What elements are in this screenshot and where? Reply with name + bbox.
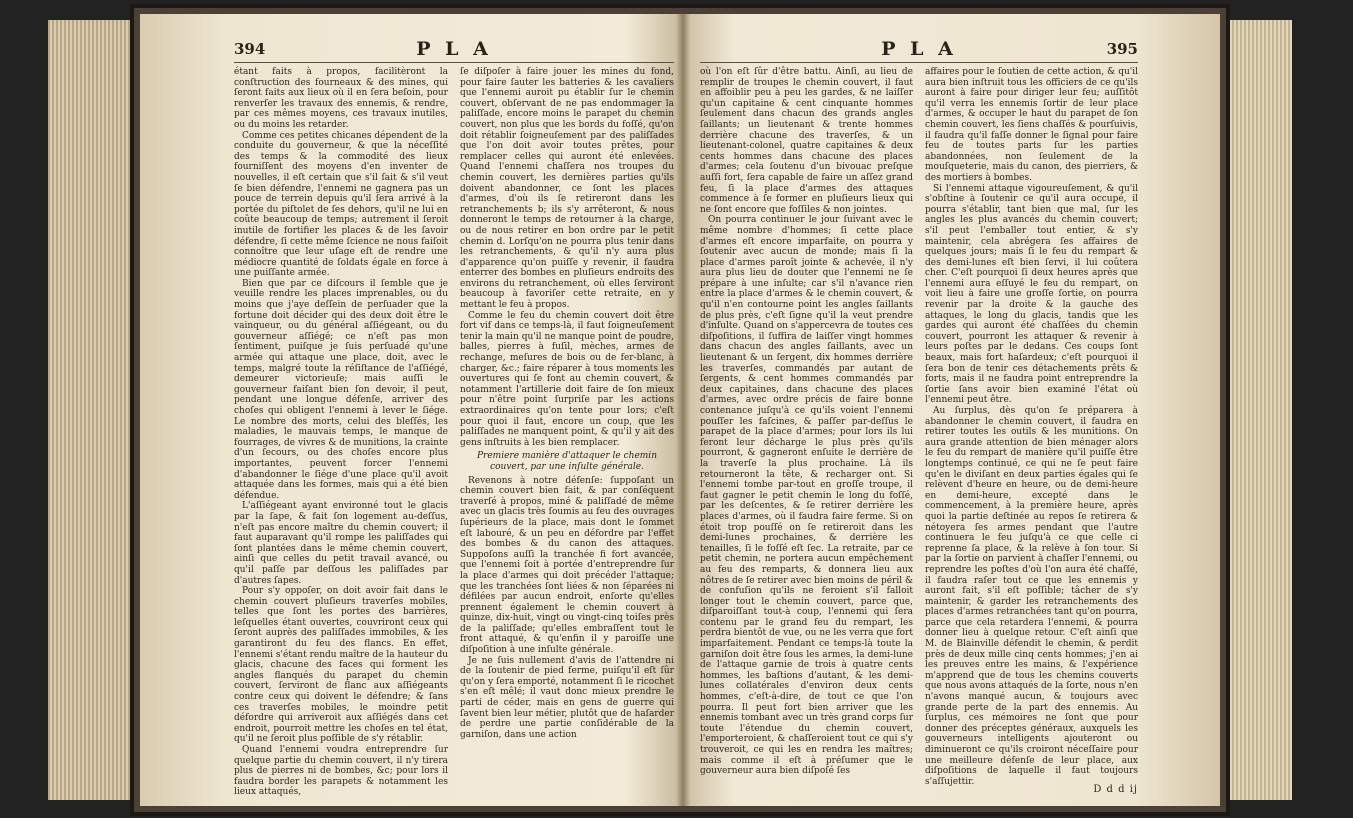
right-page-number: 395 [1106, 40, 1138, 58]
paragraph: affaires pour le ſoutien de cette action, & qu'il aura bien inſtruit tous les officiers de ce qu'ils auront à faire pour diriger leur feu; auſſitôt qu'il verra les ennemis ſortir de leur place d'armes, & occuper le haut du parapet de ſon chemin couvert, les ſiens chaſſés & pourſuivis, il faudra qu'il faſſe donner le ſignal pour faire feu de toutes parts ſur les parties abandonnées, non ſeulement de la mouſqueterie, mais du canon, des pierriers, & des mortiers à bombes. [925, 67, 1138, 183]
left-page-number: 394 [234, 40, 266, 58]
left-column-2 [460, 67, 674, 773]
left-running-head: P L A [416, 38, 492, 60]
left-page-header [234, 40, 674, 63]
paragraph: Revenons à notre défenſe: ſuppoſant un chemin couvert bien fait, & par conſéquent traverſé à propos, miné & paliſſadé de même avec un glacis très ſoumis au feu des ouvrages ſupérieurs de la place, mais dont le ſommet eſt labouré, & un peu en défordre par l'effet des bombes & du canon des attaques. Suppoſons auſſi la tranchée fi fort avancée, que l'ennemi ſoit à portée d'entreprendre ſur la place d'armes qui doit précéder l'attaque; que les tranchées ſont liées & non ſéparées ni défilées par aucun endroit, enſorte qu'elles prennent également le chemin couvert à quinze, dix-huit, vingt ou vingt-cinq toiſes près de la paliſſade; qu'elles embraſſent tout le front attaqué, & qu'enfin il y paroiſſe une diſpoſition à une inſulte générale. [460, 475, 674, 656]
right-page-header [700, 40, 1138, 63]
paragraph: L'aſſiégeant ayant environné tout le glacis par la ſape, & fait ſon logement au-deſſus, n'eſt pas encore maître du chemin couvert; il faut auparavant qu'il rompe les paliſſades qui ſont plantées dans le même chemin couvert, ainſi que celles du petit travail avancé, ou qu'il paſſe par deſſous les paliſſades par d'autres ſapes. [234, 501, 448, 586]
book-gutter [676, 14, 690, 806]
paragraph: Comme ces petites chicanes dépendent de la conduite du gouverneur, & que la néceſſité des temps & la commodité des lieux fourniſſent des moyens d'en inventer de nouvelles, il eſt certain que s'il ſait & s'il veut ſe bien défendre, l'ennemi ne gagnera pas un pouce de terrein depuis qu'il ſera arrivé à la portée du piſtolet de ſes dehors, qu'il ne lui en coûte beaucoup de temps; autrement il ſeroit inutile de fortifier les places & de les ſavoir défendre, ſi cette même ſcience ne nous faiſoit connoître que leur uſage eſt de rendre une médiocre quantité de ſoldats égale en force à une puiſſante armée. [234, 130, 448, 279]
paragraph: On pourra continuer le jour ſuivant avec le même nombre d'hommes; ſi cette place d'armes eſt encore imparfaite, on pourra y ſoutenir avec aucun de monde; mais ſi la place d'armes paroît jointe & achevée, il n'y aura plus lieu de douter que l'ennemi ne ſe prépare à une inſulte; car s'il n'avance rien entre la place d'armes & le chemin couvert, & qu'il n'en contourne point les angles ſaillants de plus près, c'eſt ſigne qu'il la veut prendre d'inſulte. Quand on s'appercevra de toutes ces diſpoſitions, il ſuffira de laiſſer vingt hommes dans chacun des angles ſaillants, avec un lieutenant & un ſergent, dix hommes derrière les traverſes, commandés par autant de ſergents, & cent hommes commandés par deux capitaines, dans chacune des places d'armes, avec ordre précis de faire bonne contenance juſqu'à ce qu'ils voient l'ennemi pouſſer les faſcines, & paſſer par-deſſus le parapet de la place d'armes; pour lors ils lui feront leur décharge le plus près qu'ils pourront, & gagneront enſuite le derrière de la traverſe la plus prochaine. Là ils retourneront la tête, & recharger ont. Si l'ennemi tombe par-tout en groſſe troupe, il faut gagner le petit chemin le long du foſſé, par les deſcentes, & ſe retirer derrière les places d'armes, où il faudra faire ferme. Si on étoit trop pouſſé on ſe retireroit dans les demi-lunes prochaines, & derrière les tenailles, ſi le foſſé eſt ſec. La retraite, par ce petit chemin, ne portera aucun empêchement au feu des remparts, & donnera lieu aux nôtres de ſe retirer avec bien moins de péril & de confuſion qu'ils ne feroient s'il falloit longer tout le chemin couvert, parce que, diſparoiſſant tout-à coup, l'ennemi qui ſera contenu par le grand feu du rempart, les perdra bientôt de vue, ou ne les verra que fort imparfaitement. Pendant ce temps-là toute la garniſon doit être ſous les armes, la demi-lune de l'attaque garnie de trois à quatre cents hommes, les baſtions d'autant, & les demi-lunes collatérales d'environ deux cents hommes, c'eſt-à-dire, de tout ce que l'on pourra. Il peut fort bien arriver que les ennemis tombant avec un très grand corps ſur toute l'étendue du chemin couvert, l'emporteroient, & chaſſeroient tout ce qui s'y trouveroit, ce qui les en rendra les maîtres; mais comme il eſt à préſumer que le gouverneur aura bien diſpoſé ſes [700, 215, 913, 777]
paragraph: Comme le feu du chemin couvert doit être fort vif dans ce temps-là, il faut ſoigneuſement tenir la main qu'il ne manque point de poudre, balles, pierres à fuſil, mèches, armes de rechange, meſures de bois ou de fer-blanc, à charger, &c.; faire réparer à tous moments les ouvertures qui ſe font au chemin couvert, & notamment l'artillerie doit faire de ſon mieux pour n'être point ſurpriſe par les actions extraordinaires qu'on tente pour lors; c'eſt pour quoi il faut, encore un coup, que les paliſſades ne manquent point, & qu'il y ait des gens inſtruits à les bien remplacer. [460, 310, 674, 448]
right-column-2 [925, 67, 1138, 787]
paragraph: Bien que par ce diſcours il ſemble que je veuille rendre les places imprenables, ou du moins que j'aye deſſein de perſuader que la fortune doit décider qui des deux doit être le vainqueur, ou du général aſſiégeant, ou du gouverneur aſſiégé; ce n'eſt pas mon ſentiment, puiſque je ſuis perſuadé qu'une armée qui attaque une place, doit, avec le temps, malgré toute la réſiſtance de l'aſſiégé, demeurer victorieuſe; mais auſſi le gouverneur faiſant bien ſon devoir, il peut, pendant une longue défenſe, arriver des choſes qui obligent l'ennemi à lever le ſiége. Le nombre des morts, celui des bleſſés, les maladies, le mauvais temps, le manque de fourrages, de vivres & de munitions, la crainte d'un ſecours, ou des choſes encore plus importantes, peuvent forcer l'ennemi d'abandonner le ſiége d'une place qu'il avoit attaquée dans les formes, mais qui a été bien défendue. [234, 278, 448, 501]
left-page [234, 38, 674, 798]
paragraph: Si l'ennemi attaque vigoureuſement, & qu'il s'obſtine à ſoutenir ce qu'il aura occupé, il pourra s'établir, tant bien que mal, ſur les angles les plus avancés du chemin couvert; s'il peut l'emballer tout entier, & s'y maintenir, cela abrégera ſes affaires de quelques jours; mais ſi le feu du rempart & des demi-lunes eſt bien ſervi, il lui coûtera cher. C'eſt pourquoi ſi deux heures après que l'ennemi aura eſſuyé le feu du rempart, on voit lieu à faire une groſſe ſortie, on pourra revenir par la droite & la gauche des attaques, le long du glacis, tandis que les gardes qui auront été chaſſées du chemin couvert, pourront les attaquer & revenir à leurs poſtes par le dedans. Ces coups ſont beaux, mais fort haſardeux; c'eſt pourquoi il ſera bon de tenir ces détachements prêts & forts, mais il ne faudra point entreprendre la ſortie ſans avoir bien examiné l'état où l'ennemi peut être. [925, 183, 1138, 406]
paragraph: Quand l'ennemi voudra entreprendre ſur quelque partie du chemin couvert, il n'y tirera plus de pierres ni de bombes, &c; pour lors il faudra border les parapets & notamment les lieux attaqués, [234, 745, 448, 798]
paragraph: Au ſurplus, dès qu'on ſe préparera à abandonner le chemin couvert, il faudra en retirer toutes les outils & les munitions. On aura grande attention de bien ménager alors le feu du rempart de manière qu'il puiſſe être longtemps continué, ce qui ne ſe peut faire qu'en le diviſant en deux parties égales qui ſe relèvent d'heure en heure, ou de demi-heure en demi-heure, excepté dans le commencement, à la première heure, après quoi la partie deſtinée au repos ſe retirera & nétoyera ſes armes pendant que l'autre continuera le feu juſqu'à ce que celle ci reprenne ſa place, & la relève à ſon tour. Si par la ſortie on parvient à chaſſer l'ennemi, ou reprendre les poſtes d'où l'on aura été chaſſé, il faudra raſer tout ce que les ennemis y auront fait, s'il eſt poſſible; tâcher de s'y maintenir, & garder les retranchements des places d'armes retranchées tant qu'on pourra, parce que cela retardera l'ennemi, & pourra donner lieu à quelque retour. C'eſt ainſi que M. de Blainville défendit le chemin, & perdit près de deux mille cinq cents hommes; j'en ai les preuves entre les mains, & l'expérience m'apprend que de tous les chemins couverts que nous avons attaqués de la ſorte, nous n'en n'avons manqué aucun, & toujours avec grande perte de la part des ennemis. Au ſurplus, ces mémoires ne ſont que pour donner des préceptes généraux, auxquels les gouverneurs intelligents ajouteront ou diminueront ce qu'ils croiront néceſſaire pour une meilleure défenſe de leur place, aux diſpoſitions de laquelle il faut toujours s'aſſujettir. [925, 406, 1138, 787]
paragraph: Pour s'y oppoſer, on doit avoir fait dans le chemin couvert pluſieurs traverſes mobiles, telles que ſont les portes des barrières, leſquelles étant ouvertes, couvriront ceux qui ſeront auprès des paliſſades immobiles, & les garantiront du feu des flancs. En effet, l'ennemi s'étant rendu maître de la hauteur du glacis, chacune des faces qui forment les angles flanqués du parapet du chemin couvert, ſerviront de flanc aux aſſiégeants contre ceux qui doivent le défendre; & ſans ces traverſes mobiles, le moindre petit défordre qui arriveroit aux aſſiégés dans cet endroit, pourroit mettre les choſes en tel état, qu'il ne ſeroit plus poſſible de s'y rétablir. [234, 586, 448, 745]
paragraph: Je ne ſuis nullement d'avis de l'attendre ni de la ſoutenir de pied ferme, puiſqu'il eſt ſûr qu'on y ſera emporté, notamment ſi le ricochet s'en eſt mêlé; il vaut donc mieux prendre le parti de céder, mais en gens de guerre qui ſavent bien leur métier, plutôt que de haſarder de perdre une partie conſidérable de la garniſon, dans une action [460, 655, 674, 740]
right-column-1 [700, 67, 913, 777]
right-page-edges [1212, 20, 1292, 800]
signature-mark: D d d ij [1093, 784, 1138, 795]
paragraph: ſe diſpoſer à faire jouer les mines du fond, pour faire ſauter les batteries & les cavaliers que l'ennemi auroit pu établir ſur le chemin couvert, obſervant de ne pas endommager la paliſſade, encore moins le parapet du chemin couvert, non plus que les bords du foſſé, qu'on doit rétablir ſoigneuſement par des paliſſades que l'on doit avoir toutes prêtes, pour remplacer celles qui auront été enlevées. Quand l'ennemi chaſſera nos troupes du chemin couvert, les dernières parties qu'ils doivent abandonner, ce ſont les places d'armes, d'où ils ſe retireront dans les retranchements b; ils s'y arrêteront, & nous donneront le temps de retourner à la charge, ou de nous retirer en bon ordre par le petit chemin d. Lorſqu'on ne pourra plus tenir dans les retranchements, & qu'il n'y aura plus d'apparence qu'on puiſſe y revenir, il faudra enterrer des bombes en pluſieurs endroits des environs du retranchement, où elles ſerviront beaucoup à favoriſer cette retraite, en y mettant le feu à propos. [460, 67, 674, 311]
right-page [700, 38, 1138, 795]
paragraph: où l'on eſt ſûr d'être battu. Ainſi, au lieu de remplir de troupes le chemin couvert, il faut en affoiblir peu à peu les gardes, & ne laiſſer qu'un capitaine & cent cinquante hommes ſeulement dans chacun des grands angles ſaillants; un lieutenant & trente hommes derrière chacune des traverſes, & un lieutenant-colonel, quatre capitaines & deux cents hommes dans chacune des places d'armes; cela ſoutenu d'un bivouac preſque auſſi fort, ſera capable de faire un aſſez grand feu, ſi la place d'armes des attaques commence à ſe former en pluſieurs lieux qui ne ſont encore que foſſiles & non jointes. [700, 67, 913, 215]
right-running-head: P L A [881, 38, 957, 60]
left-column-1 [234, 67, 448, 798]
section-heading: Premiere manière d'attaquer le chemin couvert, par une inſulte générale. [477, 451, 657, 472]
left-page-edges [48, 20, 144, 800]
paragraph: étant faits à propos, facilitèront la conſtruction des fourneaux & des mines, qui ſeront faits aux lieux où il en ſera beſoin, pour renverſer les travaux des ennemis, & rendre, par ces mêmes moyens, ces travaux inutiles, ou du moins les retarder. [234, 67, 448, 130]
